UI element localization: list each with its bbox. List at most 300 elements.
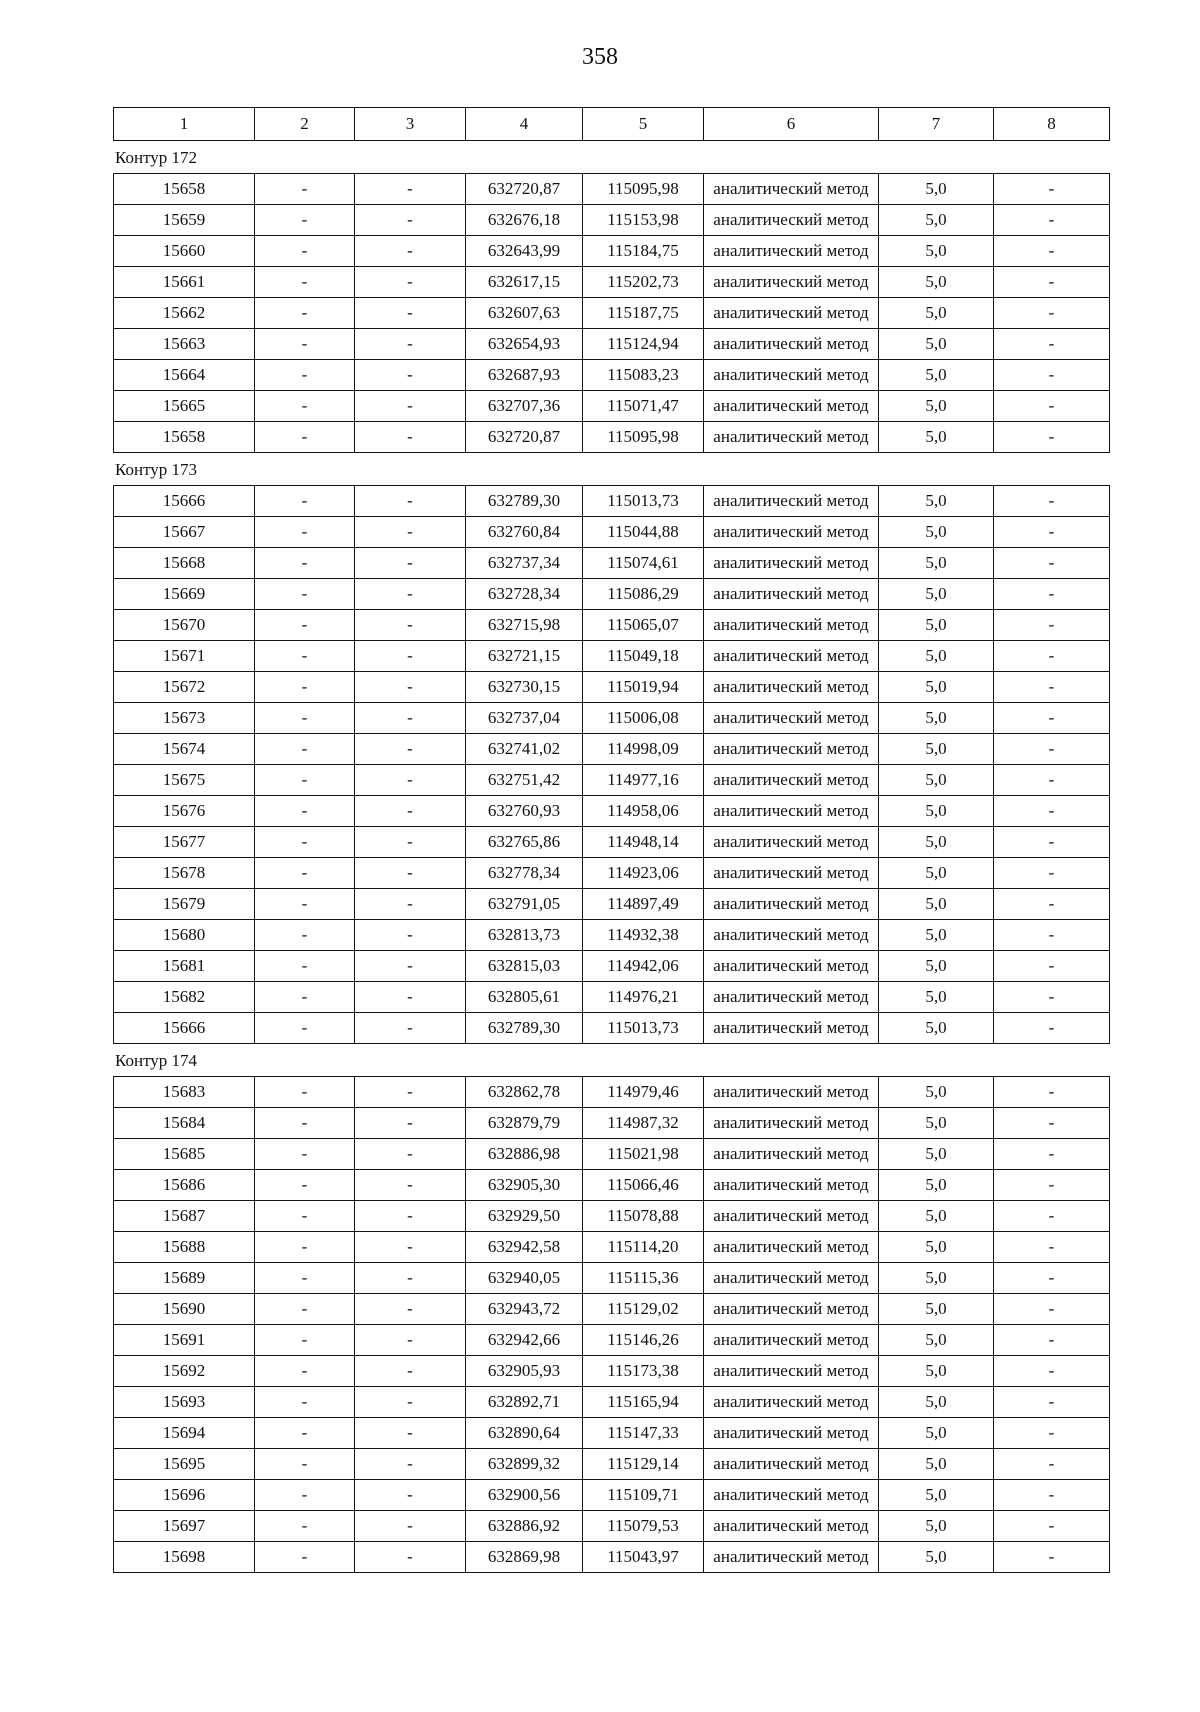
coordinate-x: 632905,93 <box>466 1356 583 1387</box>
cell-col8: - <box>994 360 1110 391</box>
cell-col8: - <box>994 765 1110 796</box>
accuracy: 5,0 <box>879 1201 994 1232</box>
accuracy: 5,0 <box>879 1325 994 1356</box>
accuracy: 5,0 <box>879 236 994 267</box>
cell-col2: - <box>255 1077 355 1108</box>
cell-col2: - <box>255 298 355 329</box>
cell-col8: - <box>994 1387 1110 1418</box>
cell-col2: - <box>255 1418 355 1449</box>
coordinate-x: 632760,84 <box>466 517 583 548</box>
cell-col2: - <box>255 641 355 672</box>
coordinate-y: 115019,94 <box>583 672 704 703</box>
column-number: 5 <box>583 108 704 141</box>
table-row <box>114 672 1110 703</box>
table-row <box>114 641 1110 672</box>
table-row <box>114 951 1110 982</box>
cell-col8: - <box>994 672 1110 703</box>
cell-col2: - <box>255 858 355 889</box>
cell-col3: - <box>355 1356 466 1387</box>
coordinate-x: 632737,34 <box>466 548 583 579</box>
point-number: 15691 <box>114 1325 255 1356</box>
point-number: 15671 <box>114 641 255 672</box>
cell-col3: - <box>355 1077 466 1108</box>
cell-col8: - <box>994 641 1110 672</box>
method: аналитический метод <box>704 1139 879 1170</box>
accuracy: 5,0 <box>879 796 994 827</box>
accuracy: 5,0 <box>879 641 994 672</box>
cell-col8: - <box>994 1480 1110 1511</box>
accuracy: 5,0 <box>879 298 994 329</box>
coordinate-y: 115165,94 <box>583 1387 704 1418</box>
point-number: 15667 <box>114 517 255 548</box>
cell-col3: - <box>355 1511 466 1542</box>
table-row <box>114 1294 1110 1325</box>
accuracy: 5,0 <box>879 579 994 610</box>
coordinate-y: 115078,88 <box>583 1201 704 1232</box>
table-row <box>114 579 1110 610</box>
coordinate-y: 114977,16 <box>583 765 704 796</box>
cell-col2: - <box>255 486 355 517</box>
cell-col3: - <box>355 889 466 920</box>
cell-col8: - <box>994 1013 1110 1044</box>
cell-col8: - <box>994 548 1110 579</box>
point-number: 15672 <box>114 672 255 703</box>
point-number: 15690 <box>114 1294 255 1325</box>
contour-table <box>113 485 1110 1044</box>
cell-col2: - <box>255 703 355 734</box>
cell-col2: - <box>255 579 355 610</box>
method: аналитический метод <box>704 1480 879 1511</box>
accuracy: 5,0 <box>879 486 994 517</box>
cell-col3: - <box>355 858 466 889</box>
cell-col3: - <box>355 734 466 765</box>
point-number: 15687 <box>114 1201 255 1232</box>
point-number: 15659 <box>114 205 255 236</box>
coordinate-x: 632929,50 <box>466 1201 583 1232</box>
cell-col3: - <box>355 641 466 672</box>
accuracy: 5,0 <box>879 858 994 889</box>
method: аналитический метод <box>704 579 879 610</box>
coordinate-x: 632607,63 <box>466 298 583 329</box>
method: аналитический метод <box>704 548 879 579</box>
cell-col8: - <box>994 1542 1110 1573</box>
cell-col8: - <box>994 1139 1110 1170</box>
table-row <box>114 982 1110 1013</box>
cell-col8: - <box>994 517 1110 548</box>
coordinate-y: 115109,71 <box>583 1480 704 1511</box>
method: аналитический метод <box>704 236 879 267</box>
cell-col3: - <box>355 610 466 641</box>
accuracy: 5,0 <box>879 174 994 205</box>
cell-col2: - <box>255 1294 355 1325</box>
coordinate-y: 114923,06 <box>583 858 704 889</box>
cell-col2: - <box>255 1170 355 1201</box>
coordinate-y: 115202,73 <box>583 267 704 298</box>
table-row <box>114 610 1110 641</box>
cell-col3: - <box>355 1542 466 1573</box>
table-row <box>114 1232 1110 1263</box>
cell-col3: - <box>355 1325 466 1356</box>
coordinate-y: 115095,98 <box>583 174 704 205</box>
accuracy: 5,0 <box>879 951 994 982</box>
coordinate-y: 115071,47 <box>583 391 704 422</box>
table-row <box>114 1418 1110 1449</box>
point-number: 15670 <box>114 610 255 641</box>
coordinate-y: 115065,07 <box>583 610 704 641</box>
coordinate-y: 115021,98 <box>583 1139 704 1170</box>
point-number: 15678 <box>114 858 255 889</box>
point-number: 15658 <box>114 422 255 453</box>
point-number: 15674 <box>114 734 255 765</box>
method: аналитический метод <box>704 1108 879 1139</box>
method: аналитический метод <box>704 1387 879 1418</box>
method: аналитический метод <box>704 1201 879 1232</box>
coordinate-x: 632778,34 <box>466 858 583 889</box>
table-row <box>114 765 1110 796</box>
coordinate-x: 632862,78 <box>466 1077 583 1108</box>
contour-table <box>113 1076 1110 1573</box>
method: аналитический метод <box>704 298 879 329</box>
cell-col8: - <box>994 982 1110 1013</box>
cell-col3: - <box>355 1139 466 1170</box>
accuracy: 5,0 <box>879 734 994 765</box>
method: аналитический метод <box>704 858 879 889</box>
table-row <box>114 1077 1110 1108</box>
method: аналитический метод <box>704 391 879 422</box>
coordinate-y: 115095,98 <box>583 422 704 453</box>
cell-col2: - <box>255 672 355 703</box>
cell-col2: - <box>255 548 355 579</box>
cell-col3: - <box>355 1232 466 1263</box>
cell-col3: - <box>355 1294 466 1325</box>
accuracy: 5,0 <box>879 1139 994 1170</box>
coordinate-y: 114897,49 <box>583 889 704 920</box>
table-row <box>114 391 1110 422</box>
table-row <box>114 548 1110 579</box>
point-number: 15675 <box>114 765 255 796</box>
method: аналитический метод <box>704 951 879 982</box>
cell-col8: - <box>994 610 1110 641</box>
method: аналитический метод <box>704 422 879 453</box>
table-row <box>114 1170 1110 1201</box>
point-number: 15680 <box>114 920 255 951</box>
method: аналитический метод <box>704 982 879 1013</box>
coordinate-x: 632687,93 <box>466 360 583 391</box>
cell-col8: - <box>994 1232 1110 1263</box>
cell-col3: - <box>355 796 466 827</box>
cell-col8: - <box>994 267 1110 298</box>
method: аналитический метод <box>704 329 879 360</box>
cell-col2: - <box>255 1108 355 1139</box>
point-number: 15698 <box>114 1542 255 1573</box>
point-number: 15660 <box>114 236 255 267</box>
coordinate-x: 632643,99 <box>466 236 583 267</box>
coordinate-y: 115006,08 <box>583 703 704 734</box>
table-row <box>114 1542 1110 1573</box>
coordinate-x: 632943,72 <box>466 1294 583 1325</box>
coordinate-y: 115173,38 <box>583 1356 704 1387</box>
point-number: 15695 <box>114 1449 255 1480</box>
cell-col8: - <box>994 1325 1110 1356</box>
coordinate-x: 632815,03 <box>466 951 583 982</box>
cell-col8: - <box>994 1294 1110 1325</box>
cell-col2: - <box>255 951 355 982</box>
cell-col3: - <box>355 1013 466 1044</box>
point-number: 15669 <box>114 579 255 610</box>
cell-col3: - <box>355 579 466 610</box>
coordinate-y: 115086,29 <box>583 579 704 610</box>
cell-col2: - <box>255 796 355 827</box>
cell-col3: - <box>355 236 466 267</box>
cell-col2: - <box>255 734 355 765</box>
coordinate-x: 632869,98 <box>466 1542 583 1573</box>
method: аналитический метод <box>704 734 879 765</box>
table-row <box>114 1511 1110 1542</box>
coordinate-x: 632892,71 <box>466 1387 583 1418</box>
cell-col3: - <box>355 329 466 360</box>
cell-col3: - <box>355 672 466 703</box>
coordinate-x: 632720,87 <box>466 174 583 205</box>
table-row <box>114 858 1110 889</box>
table-row <box>114 205 1110 236</box>
accuracy: 5,0 <box>879 1170 994 1201</box>
coordinate-y: 115129,02 <box>583 1294 704 1325</box>
cell-col8: - <box>994 298 1110 329</box>
point-number: 15682 <box>114 982 255 1013</box>
coordinate-x: 632890,64 <box>466 1418 583 1449</box>
column-number: 8 <box>994 108 1110 141</box>
column-number-row <box>114 108 1110 141</box>
coordinate-x: 632789,30 <box>466 486 583 517</box>
accuracy: 5,0 <box>879 1013 994 1044</box>
column-number: 4 <box>466 108 583 141</box>
contour-title: Контур 174 <box>115 1051 198 1070</box>
accuracy: 5,0 <box>879 920 994 951</box>
table-row <box>114 1139 1110 1170</box>
cell-col3: - <box>355 1263 466 1294</box>
method: аналитический метод <box>704 1294 879 1325</box>
contour-title: Контур 172 <box>115 148 198 167</box>
method: аналитический метод <box>704 267 879 298</box>
point-number: 15676 <box>114 796 255 827</box>
method: аналитический метод <box>704 205 879 236</box>
cell-col3: - <box>355 951 466 982</box>
method: аналитический метод <box>704 1013 879 1044</box>
method: аналитический метод <box>704 920 879 951</box>
cell-col2: - <box>255 1201 355 1232</box>
method: аналитический метод <box>704 1170 879 1201</box>
coordinate-y: 115079,53 <box>583 1511 704 1542</box>
accuracy: 5,0 <box>879 1387 994 1418</box>
point-number: 15692 <box>114 1356 255 1387</box>
accuracy: 5,0 <box>879 1263 994 1294</box>
coordinate-y: 114998,09 <box>583 734 704 765</box>
table-row <box>114 1201 1110 1232</box>
accuracy: 5,0 <box>879 360 994 391</box>
method: аналитический метод <box>704 1263 879 1294</box>
contour-sections <box>113 141 1109 1573</box>
point-number: 15679 <box>114 889 255 920</box>
table-row <box>114 298 1110 329</box>
cell-col8: - <box>994 858 1110 889</box>
coordinate-y: 115146,26 <box>583 1325 704 1356</box>
method: аналитический метод <box>704 1325 879 1356</box>
point-number: 15666 <box>114 486 255 517</box>
cell-col3: - <box>355 517 466 548</box>
accuracy: 5,0 <box>879 982 994 1013</box>
cell-col2: - <box>255 360 355 391</box>
accuracy: 5,0 <box>879 329 994 360</box>
coordinate-x: 632942,58 <box>466 1232 583 1263</box>
point-number: 15668 <box>114 548 255 579</box>
coordinate-y: 114979,46 <box>583 1077 704 1108</box>
cell-col2: - <box>255 517 355 548</box>
cell-col3: - <box>355 1108 466 1139</box>
cell-col3: - <box>355 422 466 453</box>
coordinate-y: 115083,23 <box>583 360 704 391</box>
table-row <box>114 827 1110 858</box>
cell-col2: - <box>255 391 355 422</box>
coordinate-x: 632741,02 <box>466 734 583 765</box>
point-number: 15689 <box>114 1263 255 1294</box>
column-header-table <box>113 107 1110 141</box>
method: аналитический метод <box>704 641 879 672</box>
method: аналитический метод <box>704 765 879 796</box>
column-number: 1 <box>114 108 255 141</box>
coordinate-x: 632654,93 <box>466 329 583 360</box>
cell-col2: - <box>255 422 355 453</box>
cell-col3: - <box>355 548 466 579</box>
cell-col2: - <box>255 1387 355 1418</box>
method: аналитический метод <box>704 1542 879 1573</box>
point-number: 15684 <box>114 1108 255 1139</box>
accuracy: 5,0 <box>879 422 994 453</box>
accuracy: 5,0 <box>879 1232 994 1263</box>
method: аналитический метод <box>704 672 879 703</box>
cell-col2: - <box>255 1263 355 1294</box>
coordinate-x: 632805,61 <box>466 982 583 1013</box>
cell-col3: - <box>355 1449 466 1480</box>
cell-col8: - <box>994 827 1110 858</box>
cell-col8: - <box>994 1418 1110 1449</box>
cell-col2: - <box>255 174 355 205</box>
method: аналитический метод <box>704 1449 879 1480</box>
cell-col3: - <box>355 1480 466 1511</box>
accuracy: 5,0 <box>879 1511 994 1542</box>
method: аналитический метод <box>704 517 879 548</box>
point-number: 15685 <box>114 1139 255 1170</box>
point-number: 15693 <box>114 1387 255 1418</box>
cell-col2: - <box>255 236 355 267</box>
cell-col2: - <box>255 205 355 236</box>
method: аналитический метод <box>704 486 879 517</box>
point-number: 15663 <box>114 329 255 360</box>
coordinate-x: 632765,86 <box>466 827 583 858</box>
cell-col2: - <box>255 889 355 920</box>
method: аналитический метод <box>704 360 879 391</box>
cell-col8: - <box>994 174 1110 205</box>
cell-col2: - <box>255 1356 355 1387</box>
table-row <box>114 1263 1110 1294</box>
coordinate-x: 632617,15 <box>466 267 583 298</box>
cell-col2: - <box>255 765 355 796</box>
cell-col2: - <box>255 827 355 858</box>
cell-col8: - <box>994 734 1110 765</box>
coordinate-x: 632791,05 <box>466 889 583 920</box>
cell-col2: - <box>255 1511 355 1542</box>
coordinate-x: 632720,87 <box>466 422 583 453</box>
accuracy: 5,0 <box>879 1418 994 1449</box>
point-number: 15658 <box>114 174 255 205</box>
coordinate-x: 632905,30 <box>466 1170 583 1201</box>
cell-col2: - <box>255 1013 355 1044</box>
accuracy: 5,0 <box>879 1480 994 1511</box>
cell-col2: - <box>255 1232 355 1263</box>
coordinate-y: 115066,46 <box>583 1170 704 1201</box>
table-row <box>114 329 1110 360</box>
coordinate-x: 632730,15 <box>466 672 583 703</box>
table-row <box>114 422 1110 453</box>
cell-col2: - <box>255 1480 355 1511</box>
cell-col8: - <box>994 951 1110 982</box>
contour-title: Контур 173 <box>115 460 198 479</box>
coordinate-x: 632789,30 <box>466 1013 583 1044</box>
coordinate-x: 632899,32 <box>466 1449 583 1480</box>
cell-col3: - <box>355 1387 466 1418</box>
table-row <box>114 1449 1110 1480</box>
cell-col8: - <box>994 1108 1110 1139</box>
cell-col3: - <box>355 703 466 734</box>
accuracy: 5,0 <box>879 889 994 920</box>
cell-col8: - <box>994 1170 1110 1201</box>
method: аналитический метод <box>704 827 879 858</box>
coordinate-x: 632707,36 <box>466 391 583 422</box>
cell-col2: - <box>255 329 355 360</box>
coordinate-y: 115013,73 <box>583 486 704 517</box>
coordinate-x: 632900,56 <box>466 1480 583 1511</box>
table-row <box>114 174 1110 205</box>
cell-col8: - <box>994 205 1110 236</box>
cell-col8: - <box>994 486 1110 517</box>
cell-col8: - <box>994 1449 1110 1480</box>
table-row <box>114 1325 1110 1356</box>
method: аналитический метод <box>704 889 879 920</box>
point-number: 15694 <box>114 1418 255 1449</box>
table-row <box>114 1480 1110 1511</box>
coordinate-y: 114942,06 <box>583 951 704 982</box>
table-row <box>114 796 1110 827</box>
accuracy: 5,0 <box>879 1542 994 1573</box>
coordinate-x: 632751,42 <box>466 765 583 796</box>
accuracy: 5,0 <box>879 1294 994 1325</box>
cell-col2: - <box>255 610 355 641</box>
coordinate-y: 114948,14 <box>583 827 704 858</box>
column-number: 2 <box>255 108 355 141</box>
accuracy: 5,0 <box>879 267 994 298</box>
cell-col8: - <box>994 703 1110 734</box>
coordinate-y: 114987,32 <box>583 1108 704 1139</box>
table-row <box>114 1356 1110 1387</box>
contour-table <box>113 173 1110 453</box>
point-number: 15665 <box>114 391 255 422</box>
point-number: 15666 <box>114 1013 255 1044</box>
point-number: 15681 <box>114 951 255 982</box>
method: аналитический метод <box>704 1077 879 1108</box>
coordinate-x: 632886,98 <box>466 1139 583 1170</box>
point-number: 15686 <box>114 1170 255 1201</box>
cell-col8: - <box>994 796 1110 827</box>
table-row <box>114 360 1110 391</box>
